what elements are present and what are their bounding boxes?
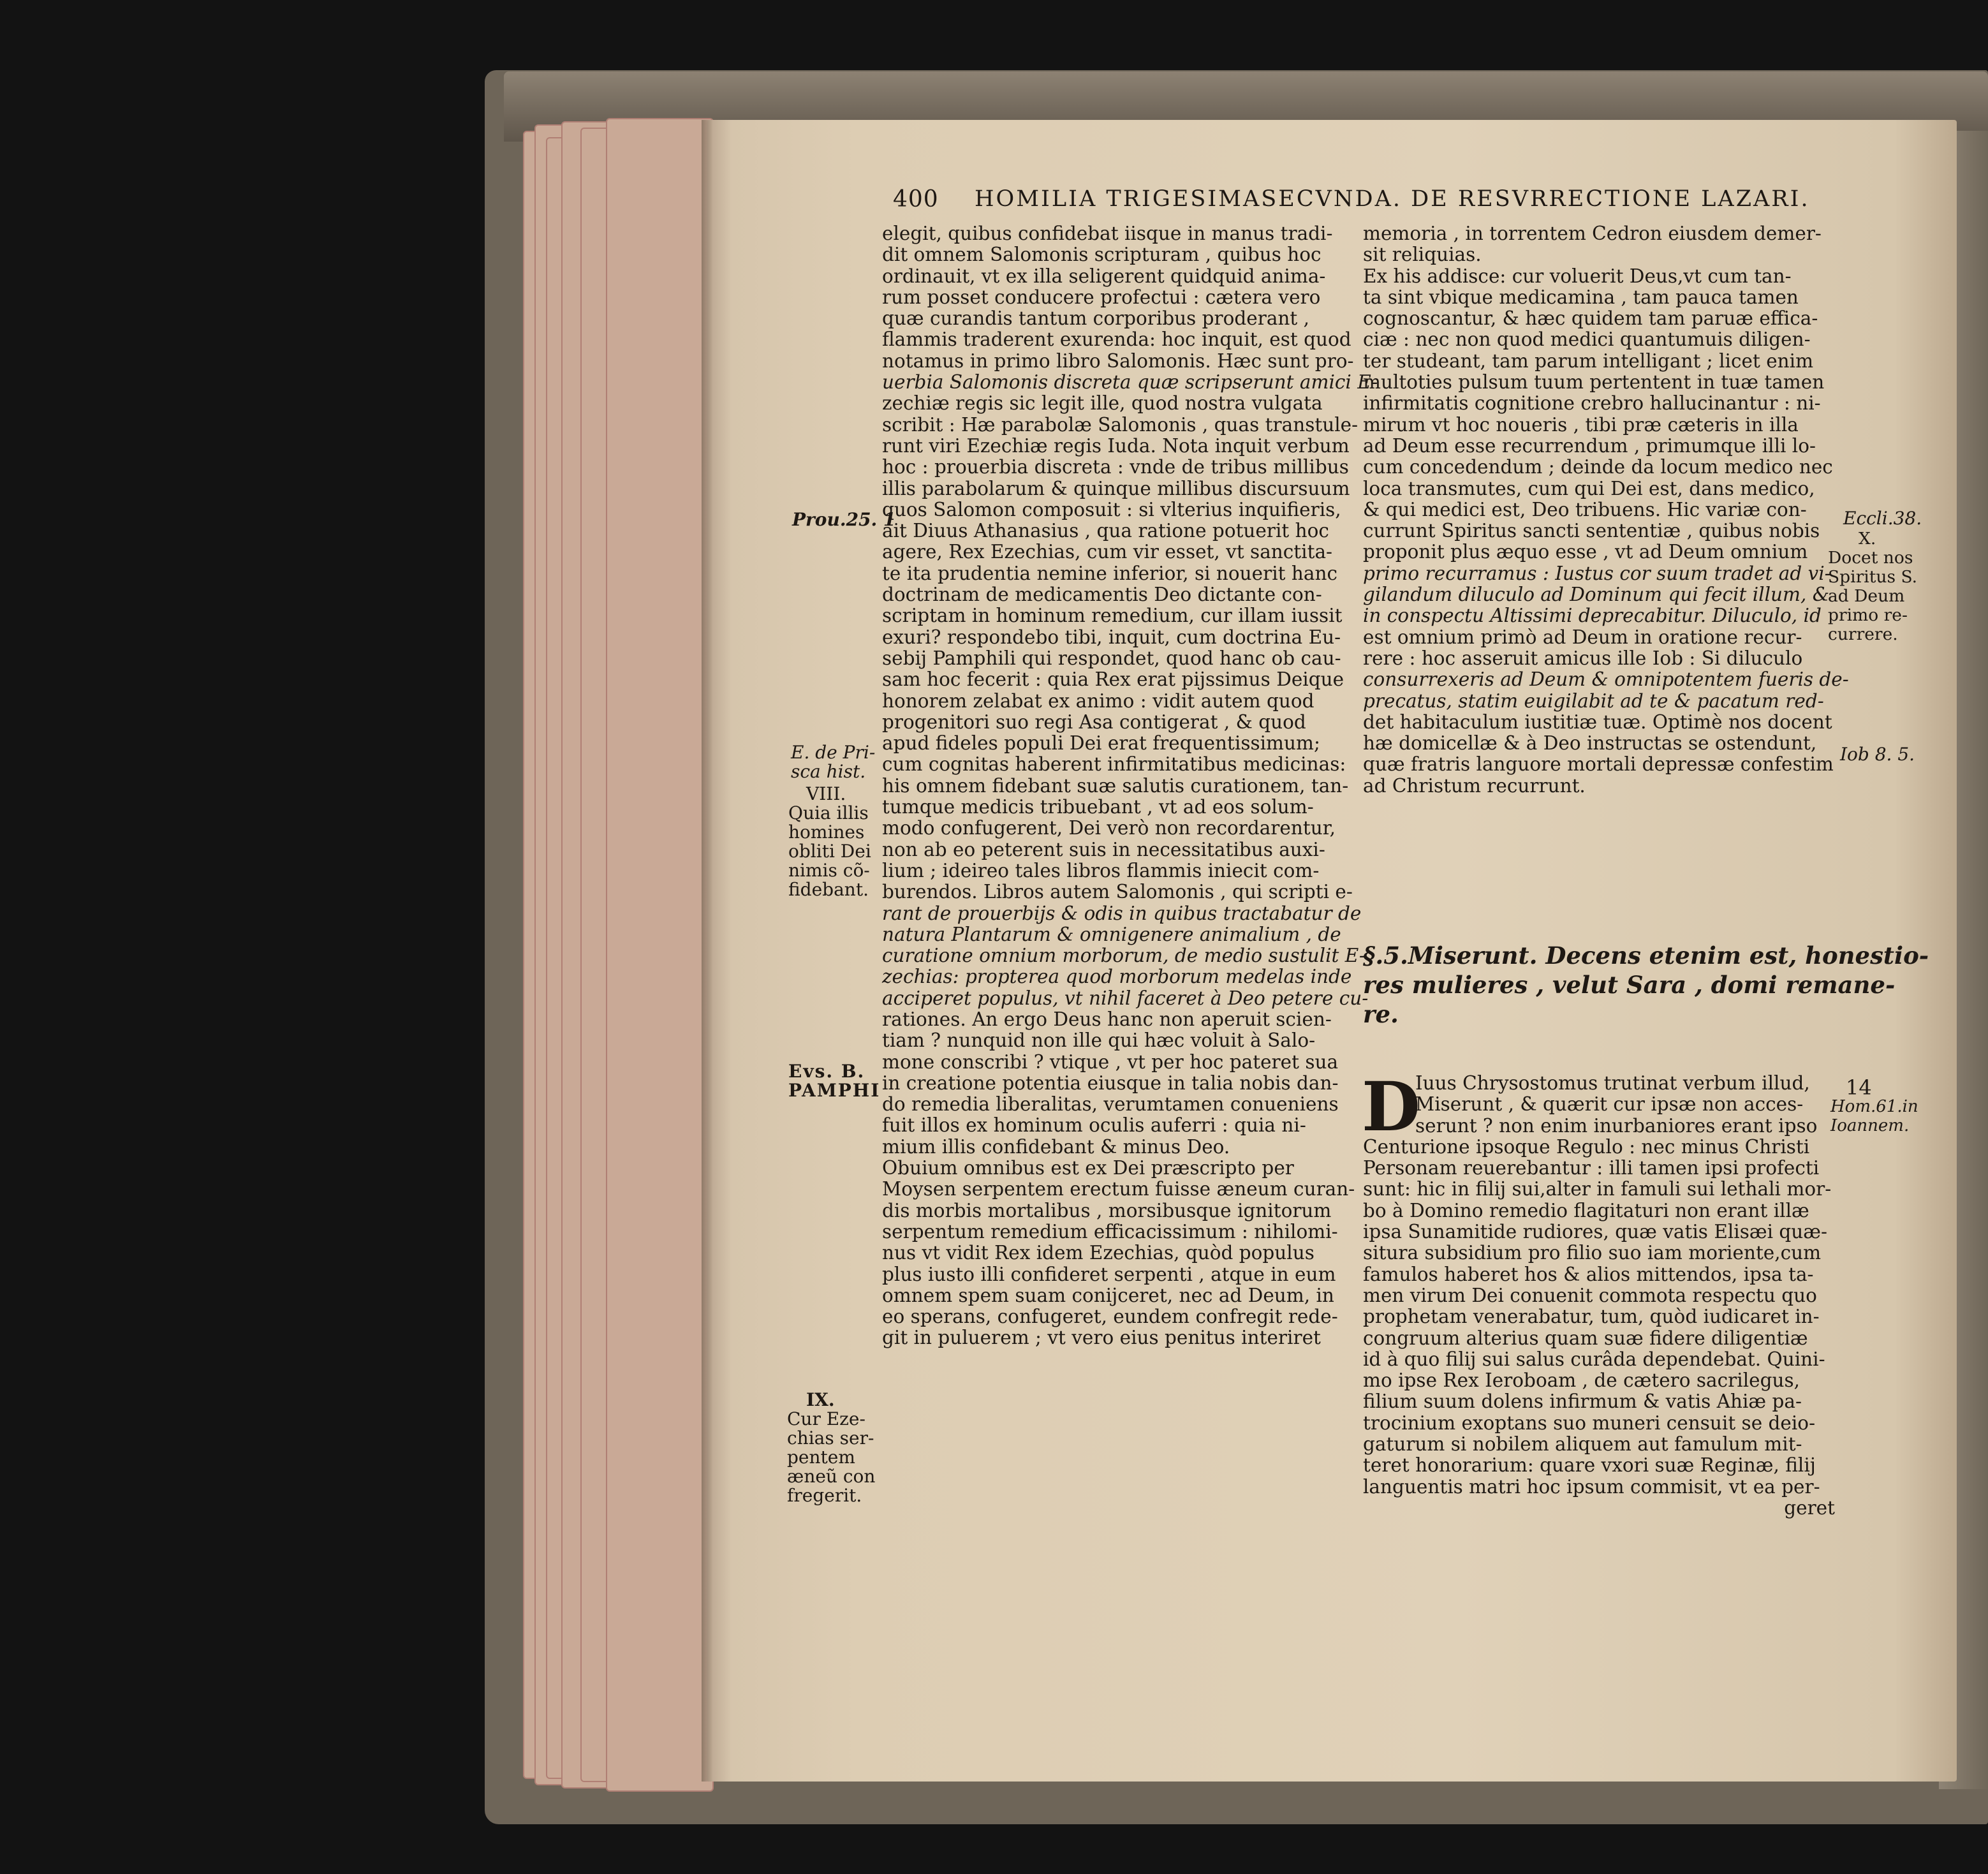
margin-line: ad Deum [1828,586,1905,606]
margin-line: Docet nos [1828,548,1913,568]
text-line: memoria , in torrentem Cedron eiusdem demer- [1363,223,1822,244]
text-line: cum cognitas haberent infirmitatibus medicinas: [882,753,1346,776]
text-line: eo sperans, confugeret, eundem confregit rede- [882,1306,1338,1328]
text-line: illis parabolarum & quinque millibus discursuum [882,477,1350,499]
margin-note-viii [788,785,871,899]
text-line: trocinium exoptans suo muneri censuit se deio- [1363,1412,1816,1434]
text-line: dit omnem Salomonis scripturam , quibus hoc [882,244,1322,266]
margin-line: 14 [1846,1075,1872,1100]
text-line: Moysen serpentem erectum fuisse æneum curan- [882,1178,1355,1200]
text-line: hoc : prouerbia discreta : vnde de tribus millibus [882,456,1349,478]
margin-line: sca hist. [791,761,866,782]
margin-line: Ioannem. [1830,1116,1910,1135]
text-line: sit reliquias. [1363,244,1482,266]
margin-line: PAMPHI [788,1080,881,1101]
text-line: nus vt vidit Rex idem Ezechias, quòd populus [882,1242,1314,1264]
text-line: Ex his addisce: cur voluerit Deus,vt cum tan- [1363,265,1792,287]
margin-note-eusebius-pamphili [788,1062,880,1100]
margin-line: E. de Pri- [791,742,876,763]
text-line: serunt ? non enim inurbaniores erant ipso [1415,1114,1818,1137]
drop-cap: D [1362,1066,1420,1146]
running-title: HOMILIA TRIGESIMASECVNDA. DE RESVRRECTIONE LAZARI. [975,186,1810,212]
text-line: non ab eo peterent suis in necessitatibus auxi- [882,838,1325,860]
text-line: quæ fratris languore mortali depressæ confestim [1363,753,1834,776]
page-header [893,186,1843,218]
text-line: in conspectu Altissimi deprecabitur. Diluculo, id [1363,605,1822,627]
text-line: ciæ : nec non quod medici quantumuis diligen- [1363,328,1811,351]
text-line: flammis traderent exurenda: hoc inquit, est quod [882,328,1351,351]
text-line: plus iusto illi confideret serpenti , atque in eum [882,1263,1336,1285]
margin-line: æneũ con [787,1466,876,1487]
text-line: doctrinam de medicamentis Deo dictante con- [882,584,1322,606]
margin-line: nimis cõ- [788,860,870,881]
text-line: quos Salomon composuit : si vlterius inquifieris, [882,498,1341,520]
text-line: loca transmutes, cum qui Dei est, dans medico, [1363,477,1815,499]
text-line: id à quo filij sui salus curâda dependebat. Quini- [1363,1348,1825,1370]
margin-note-eccli [1843,509,1922,528]
text-line: mo ipse Rex Ieroboam , de cætero sacrilegus, [1363,1369,1800,1392]
margin-line: Hom.61.in [1830,1097,1918,1116]
text-line: omnem spem suam conijceret, nec ad Deum, in [882,1284,1334,1306]
page-number: 400 [893,186,939,212]
gutter-shadow [702,120,713,1782]
margin-line: Cur Eze- [787,1408,865,1429]
text-line: congruum alterius quam suæ fidere diligentiæ [1363,1327,1808,1349]
margin-line: pentem [787,1447,855,1468]
text-line: ait Diuus Athanasius , qua ratione potuerit hoc [882,520,1329,542]
text-line: tiam ? nunquid non ille qui hæc voluit à Salo- [882,1029,1316,1052]
text-line: Obuium omnibus est ex Dei præscripto per [882,1157,1294,1179]
text-line: teret honorarium: quare vxori suæ Reginæ, filij [1363,1454,1816,1477]
text-line: Miserunt , & quærit cur ipsæ non acces- [1415,1093,1804,1116]
margin-line: homines [788,822,865,843]
margin-line: Evs. B. [788,1061,865,1082]
text-line: Iuus Chrysostomus trutinat verbum illud, [1415,1072,1810,1094]
text-line: mirum vt hoc noueris , tibi præ cæteris in illa [1363,413,1799,436]
margin-note-prou [792,510,896,529]
right-text-column [1363,223,1849,797]
text-line: scribit : Hæ parabolæ Salomonis , quas transtule- [882,413,1358,436]
text-line: sunt: hic in filij sui,alter in famuli sui lethali mor- [1363,1178,1832,1200]
text-line: te ita prudentia nemine inferior, si nouerit hanc [882,562,1337,584]
text-line: est omnium primò ad Deum in oratione recur- [1363,626,1802,648]
text-line: ta sint vbique medicamina , tam pauca tamen [1363,286,1799,308]
margin-line: primo re- [1828,605,1908,625]
text-line: ad Christum recurrunt. [1363,774,1586,797]
text-line: honorem zelabat ex animo : vidit autem quod [882,690,1314,712]
text-line: ad Deum esse recurrendum , primumque illi lo- [1363,434,1816,457]
text-line: det habitaculum iustitiæ tuæ. Optimè nos docent [1363,711,1832,733]
heading-line: res mulieres , velut Sara , domi remane- [1363,971,1896,999]
text-line: uerbia Salomonis discreta quæ scripserunt amici E- [882,371,1378,394]
text-line: do remedia liberalitas, verumtamen conueniens [882,1093,1339,1116]
margin-note-x [1828,529,1917,644]
text-line: in creatione potentia eiusque in talia nobis dan- [882,1072,1339,1094]
text-line: languentis matri hoc ipsum commisit, vt ea per- [1363,1475,1820,1498]
text-line: situra subsidium pro filio suo iam moriente,cum [1363,1242,1822,1264]
text-line: currunt Spiritus sancti sententiæ , quibus nobis [1363,520,1820,542]
text-line: acciperet populus, vt nihil faceret à Deo petere cu- [882,987,1369,1009]
margin-line: VIII. [806,783,846,804]
text-line: famulos haberet hos & alios mittendos, ipsa ta- [1363,1263,1814,1285]
text-line: zechias: propterea quod morborum medelas inde [882,966,1352,988]
text-line: infirmitatis cognitione crebro hallucinantur : ni- [1363,392,1821,415]
text-line: tumque medicis tribuebant , vt ad eos solum- [882,796,1314,818]
text-line: men virum Dei conuenit commota respectu quo [1363,1284,1817,1306]
heading-line: §.5.Miserunt. Decens etenim est, honestio- [1363,941,1929,970]
text-line: sebij Pamphili qui respondet, quod hanc ob cau- [882,647,1341,669]
margin-line: Eccli.38. [1843,508,1922,529]
text-line: rant de prouerbijs & odis in quibus tractabatur de [882,902,1362,924]
text-line: rationes. An ergo Deus hanc non aperuit scien- [882,1008,1332,1030]
heading-line: re. [1363,1000,1399,1028]
text-line: fuit illos ex hominum oculis auferri : quia ni- [882,1114,1306,1137]
text-line: natura Plantarum & omnigenere animalium , de [882,923,1341,945]
margin-line: fregerit. [787,1485,862,1506]
text-line: gaturum si nobilem aliquem aut famulum mit- [1363,1433,1802,1456]
text-line: ter studeant, tam parum intelligant ; licet enim [1363,350,1814,372]
text-line: his omnem fidebant suæ salutis curationem, tan- [882,774,1349,797]
text-line: lium ; ideireo tales libros flammis iniecit com- [882,859,1320,882]
text-line: burendos. Libros autem Salomonis , qui scripti e- [882,881,1353,903]
text-line: progenitori suo regi Asa contigerat , & quod [882,711,1306,733]
text-line: ordinauit, vt ex illa seligerent quidquid anima- [882,265,1326,287]
text-line: Centurione ipsoque Regulo : nec minus Christi [1363,1135,1810,1158]
margin-line: fidebant. [788,879,869,900]
text-line: agere, Rex Ezechias, cum vir esset, vt sanctita- [882,541,1332,563]
text-line: apud fideles populi Dei erat frequentissimum; [882,732,1320,755]
text-line: runt viri Ezechiæ regis Iuda. Nota inquit verbum [882,434,1350,457]
text-line: gilandum diluculo ad Dominum qui fecit illum, & [1363,584,1829,606]
text-line: sam hoc fecerit : quia Rex erat pijssimus Deique [882,668,1344,691]
margin-line: chias ser- [787,1428,874,1449]
text-line: filium suum dolens infirmum & vatis Ahiæ pa- [1363,1391,1802,1413]
text-line: ipsa Sunamitide rudiores, quæ vatis Elisæi quæ- [1363,1221,1827,1243]
margin-line: obliti Dei [788,841,871,862]
text-line: curatione omnium morborum, de medio sustulit E- [882,945,1366,967]
text-line: bo à Domino remedio flagitaturi non erant illæ [1363,1199,1809,1221]
text-line: precatus, statim euigilabit ad te & pacatum red- [1363,690,1824,712]
text-line: serpentum remedium efficacissimum : nihilomi- [882,1220,1338,1243]
text-line: scriptam in hominum remedium, cur illam iussit [882,605,1343,627]
left-text-column [882,223,1378,1349]
text-line: cum concedendum ; deinde da locum medico nec [1363,456,1833,478]
text-line: mone conscribi ? vtique , vt per hoc pateret sua [882,1051,1339,1073]
page-edges-stack [523,118,714,1802]
margin-line: IX. [806,1389,835,1410]
right-text-column-lower [1362,1066,1835,1519]
catchword: geret [1784,1496,1835,1519]
margin-note-iob [1840,745,1915,764]
text-line: hæ domicellæ & à Deo instructas se ostendunt, [1363,732,1817,755]
text-line: exuri? respondebo tibi, inquit, cum doctrina Eu- [882,626,1341,648]
text-line: mium illis confidebant & minus Deo. [882,1135,1230,1158]
text-line: multoties pulsum tuum pertentent in tuæ tamen [1363,371,1825,394]
text-line: notamus in primo libro Salomonis. Hæc sunt pro- [882,350,1354,372]
page-edge [606,118,714,1792]
text-line: consurrexeris ad Deum & omnipotentem fueris de- [1363,668,1849,691]
text-line: elegit, quibus confidebat iisque in manus tradi- [882,223,1333,244]
margin-line: X. [1859,529,1876,549]
margin-line: currere. [1828,624,1898,644]
section-heading [1363,941,1929,1029]
text-line: primo recurramus : Iustus cor suum tradet ad vi- [1363,562,1831,584]
text-line: & qui medici est, Deo tribuens. Hic variæ con- [1363,498,1807,520]
text-line: Personam reuerebantur : illi tamen ipsi profecti [1363,1157,1820,1179]
text-line: quæ curandis tantum corporibus proderant , [882,307,1310,330]
text-line: cognoscantur, & hæc quidem tam paruæ effica- [1363,307,1818,330]
text-line: proponit plus æquo esse , vt ad Deum omnium [1363,541,1808,563]
text-line: rum posset conducere profectui : cætera vero [882,286,1321,308]
margin-line: Prou.25. 1 [792,509,896,530]
margin-note-ix [787,1391,875,1505]
text-line: rere : hoc asseruit amicus ille Iob : Si diluculo [1363,647,1803,669]
text-line: git in puluerem ; vt vero eius penitus interiret [882,1327,1321,1349]
text-line: zechiæ regis sic legit ille, quod nostra vulgata [882,392,1323,415]
margin-note-eusebius-ref [791,743,875,781]
text-line: dis morbis mortalibus , morsibusque ignitorum [882,1199,1332,1221]
text-line: modo confugerent, Dei verò non recordarentur, [882,817,1336,839]
margin-note-hom [1830,1075,1918,1135]
margin-line: Spiritus S. [1828,567,1918,587]
text-line: prophetam venerabatur, tum, quòd iudicaret in- [1363,1306,1820,1328]
margin-line: Quia illis [788,802,869,823]
margin-line: Iob 8. 5. [1840,744,1915,765]
